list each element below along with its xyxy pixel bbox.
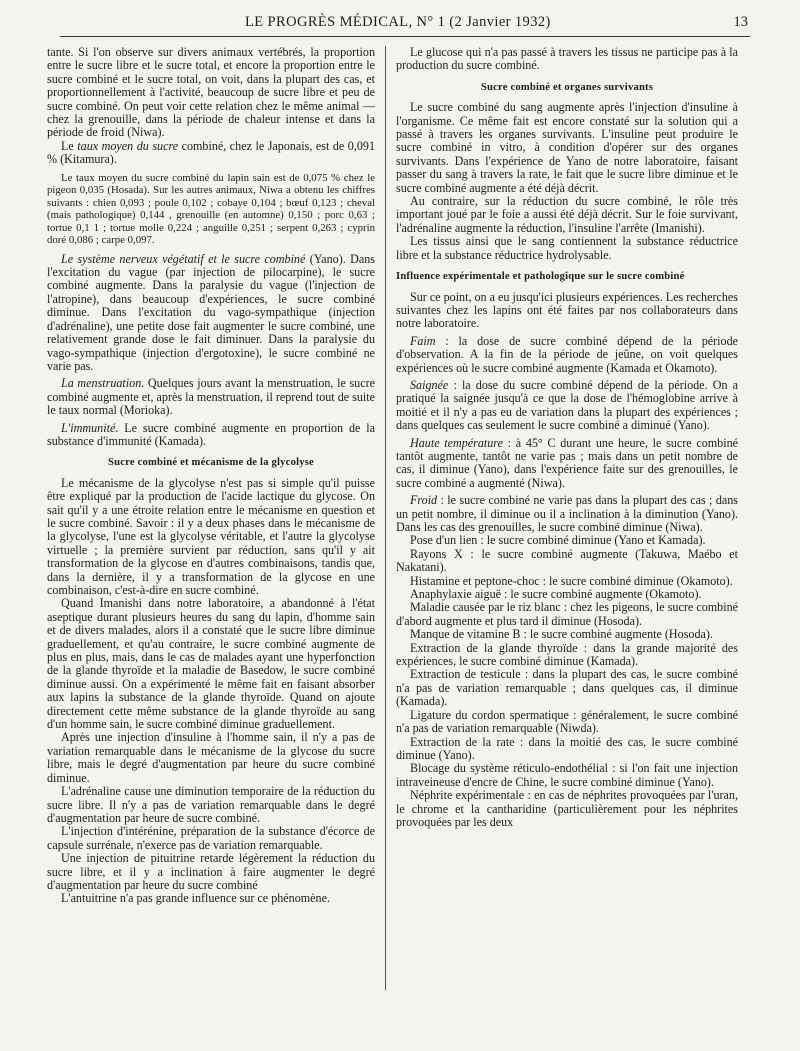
paragraph: L'injection d'intérénine, préparation de la substance d'écorce de capsule surrénale, n'exerce pas de variation remarquable. bbox=[47, 824, 375, 852]
paragraph-text: . Le sucre combiné augmente en proportion de la substance d'immunité (Kamada). bbox=[47, 420, 375, 448]
paragraph: Anaphylaxie aiguë : le sucre combiné augmente (Okamoto). bbox=[410, 587, 702, 602]
paragraph: Une injection de pituitrine retarde légèrement la réduction du sucre libre, et il y a inclination à faire augmenter le degré d'augmentation par heure du sucre combiné bbox=[47, 851, 375, 892]
paragraph: Ligature du cordon spermatique : généralement, le sucre combiné n'a pas de variation remarquable (Niwda). bbox=[396, 707, 738, 736]
paragraph bbox=[396, 437, 738, 491]
italic-lead: Froid bbox=[410, 493, 438, 508]
paragraph: Extraction de testicule : dans la plupart des cas, le sucre combiné n'a pas de variation remarquable ; dans quelques cas, il diminue (Kamada). bbox=[396, 667, 738, 709]
paragraph: Le mécanisme de la glycolyse n'est pas si simple qu'il puisse être expliqué par la production de l'acide lactique du glycose. On sait qu'il y a une étroite relation entre le mécanisme en question et le sucre combiné. Savoir : il y a deux phases dans le mécanisme de la glycolyse, l'une est la glycolyse véritable, et l'autre la glycolyse virtuelle ; la première survient par réduction, sans qu'il y ait transformation de la glycose en d'autres combinaisons, tandis que, dans la dernière, il y a transformation de la glycose en une combinaison, c'est-à-dire en sucre combiné. bbox=[47, 475, 375, 597]
paragraph: Les tissus ainsi que le sang contiennent la substance réductrice libre et la substance réductrice hydrolysable. bbox=[396, 234, 738, 262]
paragraph: Rayons X : le sucre combiné augmente (Takuwa, Maébo et Nakatani). bbox=[396, 546, 738, 575]
paragraph: Sur ce point, on a eu jusqu'ici plusieurs expériences. Les recherches suivantes chez les lapins ont été faites par nos collaborateurs dans notre laboratoire. bbox=[396, 289, 738, 331]
paragraph bbox=[47, 377, 375, 417]
paragraph: Extraction de la rate : dans la moitié des cas, le sucre combiné diminue (Yano). bbox=[396, 734, 738, 762]
paragraph: Au contraire, sur la réduction du sucre combiné, le rôle très important joué par le foie a aussi été déjà décrit. Sur le foie survivant, l'adrénaline augmente la réduction, l'insuline l'arrête (Imanishi). bbox=[396, 194, 738, 235]
paragraph-lead-text: Le bbox=[61, 138, 78, 153]
paragraph: tante. Si l'on observe sur divers animaux vertébrés, la proportion entre le sucre libre et le sucre total, et encore la proportion entre le sucre combiné et le sucre total, on voit, dans la plupart des cas, et proportionnellement à l'activité, beaucoup de sucre libre et peu de sucre combiné. On peut voir cette relation chez le même animal — chez la grenouille, dans la période de chaleur intense et dans la période de froid (Niwa). bbox=[47, 45, 375, 140]
paragraph: L'antuitrine n'a pas grande influence sur ce phénomène. bbox=[61, 891, 330, 906]
section-heading: Sucre combiné et mécanisme de la glycolyse bbox=[108, 457, 314, 469]
journal-title: LE PROGRÈS MÉDICAL, N° 1 (2 Janvier 1932) bbox=[245, 14, 551, 30]
italic-lead: Faim bbox=[410, 333, 436, 348]
paragraph bbox=[396, 494, 738, 534]
paragraph bbox=[396, 335, 738, 375]
page-header bbox=[60, 12, 750, 37]
paragraph-text: : le sucre combiné ne varie pas dans la plupart des cas ; dans un petit nombre, il diminue ou il a inclination à la diminution (Yano). Dans les cas des grenouilles, le sucre combiné diminue (Niwa). bbox=[396, 493, 738, 534]
italic-lead: L'immunité bbox=[61, 420, 116, 435]
footnote-paragraph: Le taux moyen du sucre combiné du lapin sain est de 0,075 % chez le pigeon 0,035 (Hosada). Sur les autres animaux, Niwa a obtenu les chiffres suivants : chien 0,093 ; poule 0,102 ; cobaye 0,104 ; bœuf 0,123 ; cheval (mais pathologique) 0,144 , grenouille (en automne) 0,150 ; porc 0,63 ; tortue 0,1 1 ; tortue molle 0,224 ; anguille 0,251 ; serpent 0,263 ; cyprin doré 0,086 ; carpe 0,097. bbox=[47, 171, 375, 247]
paragraph: L'adrénaline cause une diminution temporaire de la réduction du sucre libre. Il n'y a pas de variation remarquable dans le degré d'augmentation par heure de sucre combiné. bbox=[47, 784, 375, 825]
paragraph: Pose d'un lien : le sucre combiné diminue (Yano et Kamada). bbox=[410, 533, 706, 548]
paragraph: Néphrite expérimentale : en cas de néphrites provoquées par l'uran, le chrome et la cantharidine (particulièrement pour les néphrites provoquées par les deux bbox=[396, 788, 738, 829]
paragraph-text: (Yano). Dans l'excitation du vague (par injection de pilocarpine), le sucre combiné augmente. Dans la paralysie du vague (l'injection de l'atropine), dans beaucoup d'expériences, le sucre combiné diminue. Dans l'excitation du vago-sympathique (injection d'adrénaline), une petite dose fait augmenter le sucre combiné, une relativement grande dose le fait diminuer. Dans la paralysie du vago-sympathique (injection d'ergotoxine), le sucre combiné ne varie pas. bbox=[47, 251, 375, 373]
paragraph bbox=[396, 379, 738, 433]
section-heading: Sucre combiné et organes survivants bbox=[480, 81, 654, 93]
paragraph bbox=[47, 253, 375, 374]
paragraph-text: : à 45° C durant une heure, le sucre combiné tantôt augmente, tantôt ne varie pas ; mais dans un petit nombre de cas, il diminue (Yano), dans l'expérience faite sur des grenouilles, le sucre combiné a augmenté (Niwa). bbox=[396, 435, 738, 490]
paragraph: Histamine et peptone-choc : le sucre combiné diminue (Okamoto). bbox=[410, 573, 733, 588]
paragraph: Manque de vitamine B : le sucre combiné augmente (Hosoda). bbox=[410, 627, 713, 642]
paragraph: Après une injection d'insuline à l'homme sain, il n'y a pas de variation remarquable dans le mécanisme de la glycose du sucre libre, mais le degré d'augmentation par heure du sucre combiné diminue. bbox=[47, 730, 375, 785]
right-column bbox=[396, 46, 738, 829]
section-heading: Influence expérimentale et pathologique sur le sucre combiné bbox=[396, 271, 685, 283]
paragraph: Extraction de la glande thyroïde : dans la grande majorité des expériences, le sucre combiné diminue (Kamada). bbox=[396, 640, 738, 669]
italic-lead: taux moyen du sucre bbox=[77, 138, 179, 153]
paragraph: Quand Imanishi dans notre laboratoire, a abandonné à l'état aseptique durant plusieurs heures du sang du lapin, d'homme sain et de divers malades, alors il a constaté que le sucre libre diminue graduellement, et qu'au contraire, le sucre combiné augmente de plus en plus, mais, dans le cas de malades ayant une hyperfonction de la glande thyroïde et la maladie de Basedow, le sucre combiné diminue aussi. On a expérimenté le même fait en faisant absorber aux lapins la substance de la glande thyroïde. Quand on ajoute directement cette même substance de la glande thyroïde au sang d'un homme sain, le sucre combiné diminue graduellement. bbox=[47, 596, 375, 732]
paragraph-text: combiné, chez le Japonais, est de 0,091 % (Kitamura). bbox=[47, 138, 375, 167]
paragraph bbox=[47, 422, 375, 449]
paragraph: Le sucre combiné du sang augmente après l'injection d'insuline à l'organisme. Ce même fait est encore constaté sur la solution qui a passé à travers les organes survivants. L'insuline peut produire le sucre combiné in vitro, à condition d'opérer sur des organes survivants. Dans l'expérience de Yano de notre laboratoire, faisant passer du sang à travers la rate, le fait que le sucre libre diminue et le sucre combiné augmente a été déjà décrit. bbox=[396, 100, 738, 195]
column-divider bbox=[385, 46, 386, 990]
left-column bbox=[47, 46, 375, 906]
page-number: 13 bbox=[733, 14, 748, 30]
italic-lead: Saignée bbox=[410, 377, 449, 392]
italic-lead: La menstruation bbox=[61, 376, 142, 391]
italic-lead: Le système nerveux végétatif et le sucre combiné bbox=[61, 251, 306, 266]
italic-lead: Haute température bbox=[410, 435, 503, 450]
paragraph: Le glucose qui n'a pas passé à travers les tissus ne participe pas à la production du sucre combiné. bbox=[396, 45, 738, 73]
paragraph: Blocage du système réticulo-endothélial : si l'on fait une injection intraveineuse d'encre de Chine, le sucre combiné diminue (Yano). bbox=[396, 761, 738, 789]
paragraph-text: . Quelques jours avant la menstruation, le sucre combiné augmente et, après la menstruation, il reprend tout de suite le taux normal (Morioka). bbox=[47, 376, 375, 418]
paragraph bbox=[47, 140, 375, 167]
paragraph-text: : la dose du sucre combiné dépend de la période. On a pratiqué la saignée jusqu'à ce que la dose de l'hémoglobine arrive à moitié et il n'y a pas eu de variation dans la plupart des expériences ; dans quelques cas seulement le sucre combiné a diminué (Yano). bbox=[396, 377, 738, 433]
paragraph-text: : la dose de sucre combiné dépend de la période d'observation. A la fin de la période de jeûne, on voit quelques expériences où le sucre combiné augmente (Kamada et Okamoto). bbox=[396, 333, 738, 375]
paragraph: Maladie causée par le riz blanc : chez les pigeons, le sucre combiné d'abord augmente et plus tard il diminue (Hosoda). bbox=[396, 600, 738, 628]
